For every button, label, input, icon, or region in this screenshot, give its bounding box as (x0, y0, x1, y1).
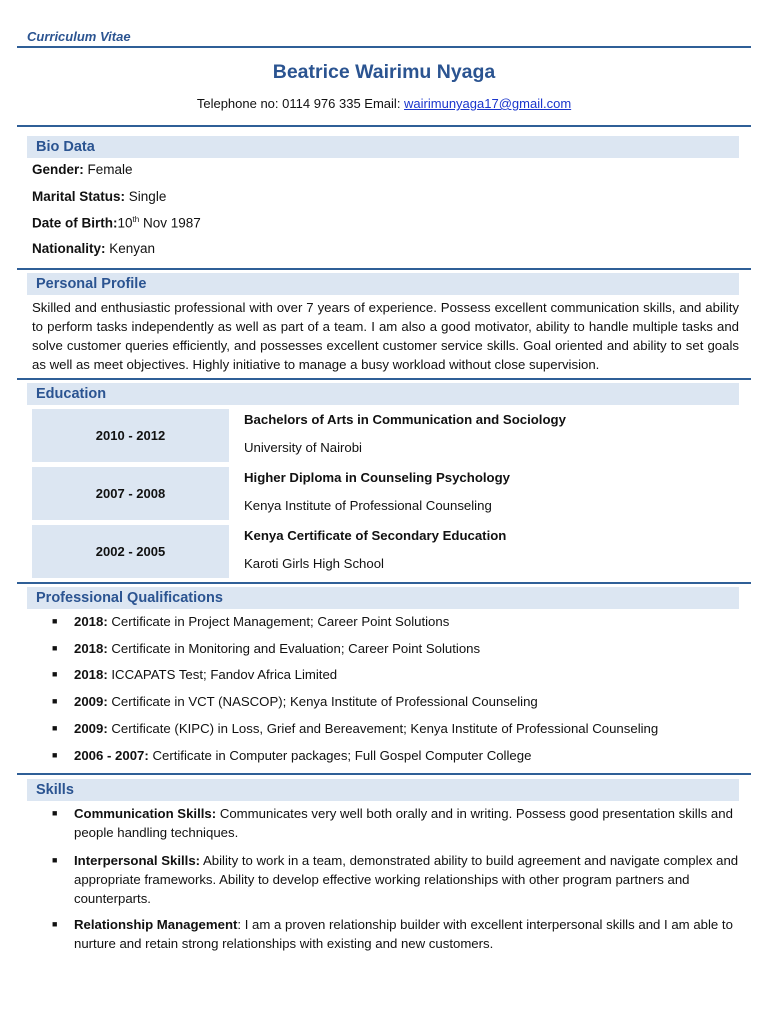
education-institution: University of Nairobi (244, 440, 362, 455)
education-institution: Kenya Institute of Professional Counseling (244, 498, 492, 513)
qualification-year: 2018: (74, 614, 108, 629)
section-title-education: Education (27, 383, 739, 405)
header-divider (17, 46, 751, 48)
qualification-text: Certificate (KIPC) in Loss, Grief and Bereavement; Kenya Institute of Professional Counseling (107, 721, 659, 736)
education-degree: Kenya Certificate of Secondary Education (244, 528, 507, 543)
divider (17, 773, 751, 775)
bio-nationality (32, 241, 155, 256)
qualification-text: Certificate in Project Management; Career Point Solutions (107, 614, 450, 629)
bio-marital-value: Single (128, 189, 167, 204)
bullet-icon: ■ (52, 723, 58, 733)
skill-label: Interpersonal Skills: (74, 853, 201, 868)
qualification-year: 2009: (74, 721, 108, 736)
bullet-icon: ■ (52, 919, 58, 929)
bio-dob-label: Date of Birth: (32, 215, 118, 231)
bio-marital-label: Marital Status: (32, 189, 126, 204)
bio-nationality-label: Nationality: (32, 241, 106, 256)
education-dates: 2010 - 2012 (32, 409, 229, 462)
qualification-text: ICCAPATS Test; Fandov Africa Limited (107, 667, 338, 682)
divider (17, 125, 751, 127)
divider (17, 268, 751, 270)
bullet-icon: ■ (52, 750, 58, 760)
qualification-text: Certificate in Computer packages; Full Gospel Computer College (148, 748, 532, 763)
skill-text: Ability to work in a team, demonstrated ability to build agreement and navigate complex and appropriate frameworks. Ability to develop effective working relationships with other program partners and counterparts. (74, 853, 739, 906)
qualification-year: 2006 - 2007: (74, 748, 149, 763)
contact-line (27, 96, 741, 111)
bullet-icon: ■ (52, 855, 58, 865)
education-institution: Karoti Girls High School (244, 556, 384, 571)
bullet-icon: ■ (52, 696, 58, 706)
bio-gender-value: Female (87, 162, 133, 177)
qualification-year: 2009: (74, 694, 108, 709)
skill-label: Relationship Management (74, 917, 238, 932)
bio-dob-rest: Nov 1987 (142, 215, 201, 231)
skill-text: : I am a proven relationship builder with excellent interpersonal skills and I am able to nurture and retain strong relationships with existing and new customers. (74, 917, 733, 951)
bio-dob (32, 215, 201, 231)
qualification-text: Certificate in VCT (NASCOP); Kenya Institute of Professional Counseling (107, 694, 538, 709)
education-dates: 2007 - 2008 (32, 467, 229, 520)
email-link[interactable]: wairimunyaga17@gmail.com (404, 96, 572, 111)
bio-nationality-value: Kenyan (109, 241, 156, 256)
skill-text: Communicates very well both orally and in writing. Possess good presentation skills and people handling techniques. (74, 806, 733, 840)
contact-phone: Telephone no: 0114 976 335 Email: (196, 96, 405, 111)
profile-text: Skilled and enthusiastic professional with over 7 years of experience. Possess excellent communication skills, and ability to perform tasks independently as well as part of a team. I am also a good motivator, ability to handle multiple tasks and solve customer queries efficiently, and possesses excellent customer service skills. Goal oriented and ability to set goals as well as meet objectives. Highly initiative to manage a busy workload without close supervision. (32, 300, 739, 372)
bio-dob-day: 10 (117, 215, 133, 231)
bullet-icon: ■ (52, 669, 58, 679)
divider (17, 582, 751, 584)
bio-gender-label: Gender: (32, 162, 84, 177)
bio-gender (32, 162, 133, 177)
education-degree: Higher Diploma in Counseling Psychology (244, 470, 510, 485)
qualification-text: Certificate in Monitoring and Evaluation; Career Point Solutions (107, 641, 481, 656)
education-dates: 2002 - 2005 (32, 525, 229, 578)
bullet-icon: ■ (52, 808, 58, 818)
section-title-bio: Bio Data (27, 136, 739, 158)
section-title-profile: Personal Profile (27, 273, 739, 295)
document-header-label: Curriculum Vitae (27, 29, 131, 44)
qualification-year: 2018: (74, 641, 108, 656)
cv-page (27, 0, 741, 1024)
section-title-qualifications: Professional Qualifications (27, 587, 739, 609)
bio-dob-suffix: th (132, 215, 140, 224)
section-title-skills: Skills (27, 779, 739, 801)
bullet-icon: ■ (52, 616, 58, 626)
bio-marital (32, 189, 166, 204)
qualification-year: 2018: (74, 667, 108, 682)
education-degree: Bachelors of Arts in Communication and Sociology (244, 412, 566, 427)
skill-label: Communication Skills: (74, 806, 217, 821)
bullet-icon: ■ (52, 643, 58, 653)
divider (17, 378, 751, 380)
candidate-name: Beatrice Wairimu Nyaga (272, 61, 496, 83)
